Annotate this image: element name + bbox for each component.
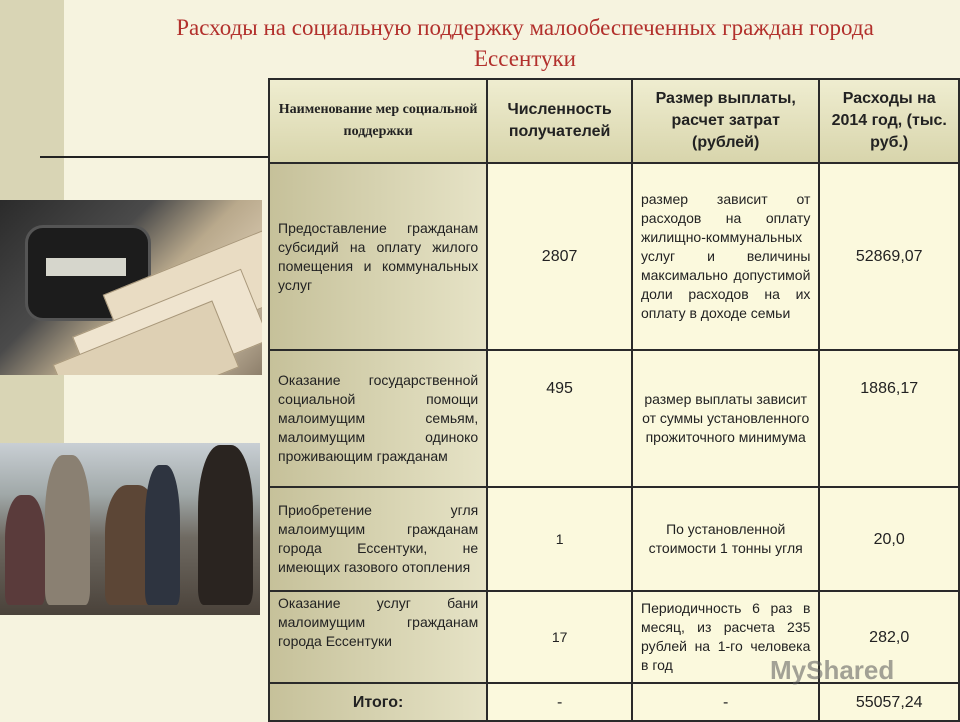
divider [40, 156, 270, 158]
total-label: Итого: [269, 683, 487, 721]
header-measure: Наименование мер социальной поддержки [269, 79, 487, 163]
watermark-logo: MyShared [770, 655, 895, 685]
slide-title: Расходы на социальную поддержку малообеспеченных граждан города Ессентуки [176, 15, 874, 71]
payment-cell: Периодичность 6 раз в месяц, из расчета 235 рублей на 1-го человека в год [632, 591, 819, 683]
table-row [269, 350, 959, 487]
table-header-row [269, 79, 959, 163]
measure-cell: Оказание государственной социальной помощи малоимущим семьям, малоимущим одиноко проживающим гражданам [269, 350, 487, 487]
payment-cell: По установленной стоимости 1 тонны угля [632, 487, 819, 591]
social-support-table [268, 78, 960, 722]
recipients-cell: 17 [487, 591, 632, 683]
recipients-cell: 495 [487, 350, 632, 487]
measure-cell: Оказание услуг бани малоимущим гражданам города Ессентуки [269, 591, 487, 683]
payment-cell: размер выплаты зависит от суммы установленного прожиточного минимума [632, 350, 819, 487]
expenses-cell: 1886,17 [819, 350, 959, 487]
electric-meter-money-photo [0, 200, 262, 375]
table-row [269, 163, 959, 350]
expenses-cell: 52869,07 [819, 163, 959, 350]
expenses-cell: 282,0 [819, 591, 959, 683]
table-row [269, 487, 959, 591]
recipients-cell: 1 [487, 487, 632, 591]
total-row [269, 683, 959, 721]
total-payment: - [632, 683, 819, 721]
measure-cell: Предоставление гражданам субсидий на оплату жилого помещения и коммунальных услуг [269, 163, 487, 350]
header-recipients: Численность получателей [487, 79, 632, 163]
payment-cell: размер зависит от расходов на оплату жилищно-коммунальных услуг и величины максимально допустимой доли расходов на их оплату в доходе семьи [632, 163, 819, 350]
expenses-cell: 20,0 [819, 487, 959, 591]
total-recipients: - [487, 683, 632, 721]
recipients-cell: 2807 [487, 163, 632, 350]
measure-cell: Приобретение угля малоимущим гражданам города Ессентуки, не имеющих газового отопления [269, 487, 487, 591]
header-expenses: Расходы на 2014 год, (тыс. руб.) [819, 79, 959, 163]
header-payment: Размер выплаты, расчет затрат (рублей) [632, 79, 819, 163]
elderly-women-photo [0, 443, 260, 615]
total-expenses: 55057,24 [819, 683, 959, 721]
